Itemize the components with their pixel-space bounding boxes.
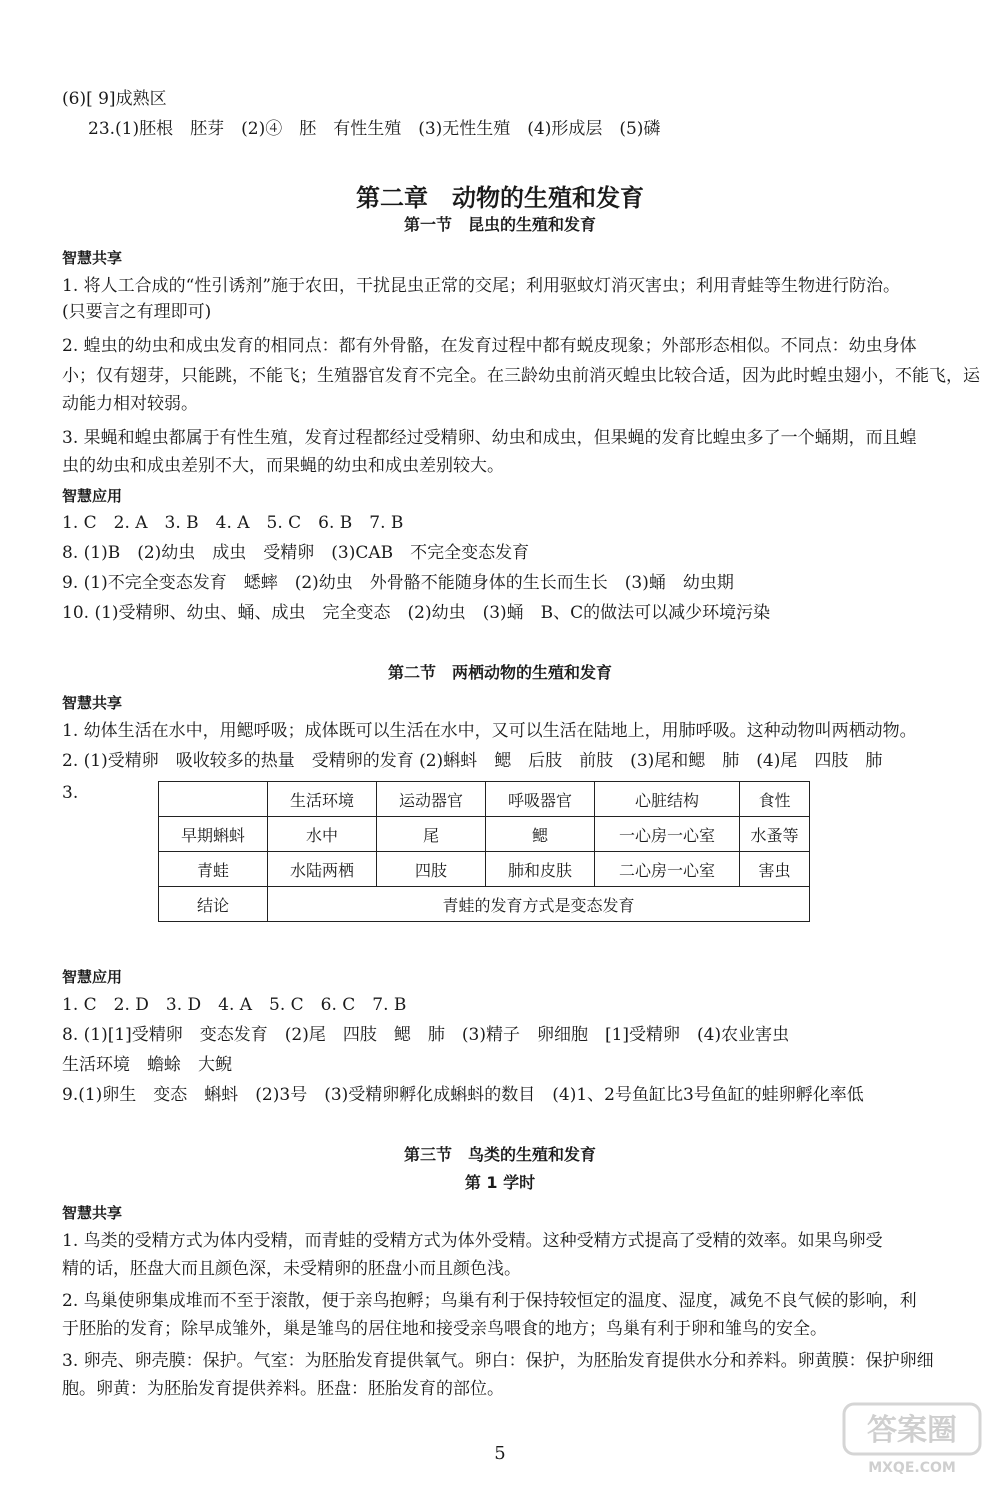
- answer-line: 9.(1)卵生 变态 蝌蚪 (2)3号 (3)受精卵孵化成蝌蚪的数目 (4)1、2号鱼缸比3号鱼缸的蛙卵孵化率低: [62, 1085, 864, 1105]
- apply-label: 智慧应用: [62, 487, 123, 505]
- answer-line: 23.(1)胚根 胚芽 (2)④ 胚 有性生殖 (3)无性生殖 (4)形成层 (5)磷: [88, 119, 661, 139]
- table-row: [159, 852, 810, 887]
- table-cell: 二心房一心室: [595, 852, 740, 887]
- text-line: 1. 鸟类的受精方式为体内受精，而青蛙的受精方式为体外受精。这种受精方式提高了受精的效率。如果鸟卵受: [62, 1231, 883, 1251]
- section-title: 第二节 两栖动物的生殖和发育: [387, 663, 612, 682]
- answer-line: (6)[ 9]成熟区: [62, 89, 167, 109]
- answer-line: 10. (1)受精卵、幼虫、蛹、成虫 完全变态 (2)幼虫 (3)蛹 B、C的做法可以减少环境污染: [62, 603, 771, 623]
- answer-line: 9. (1)不完全变态发育 蟋蟀 (2)幼虫 外骨骼不能随身体的生长而生长 (3)蛹 幼虫期: [62, 573, 734, 593]
- text-line: 2. (1)受精卵 吸收较多的热量 受精卵的发育 (2)蝌蚪 鳃 后肢 前肢 (3)尾和鳃 肺 (4)尾 四肢 肺: [62, 751, 883, 771]
- text-line: 3. 卵壳、卵壳膜：保护。气室：为胚胎发育提供氧气。卵白：保护，为胚胎发育提供水分和养料。卵黄膜：保护卵细: [62, 1351, 934, 1371]
- text-line: (只要言之有理即可): [62, 302, 212, 322]
- table-cell: 水蚤等: [740, 817, 810, 852]
- table-cell: 结论: [159, 887, 268, 922]
- answer-line: 生活环境 蟾蜍 大鲵: [62, 1055, 232, 1075]
- table-cell: 鳃: [486, 817, 595, 852]
- watermark-text: 答案圈: [867, 1413, 957, 1448]
- table-cell: 四肢: [377, 852, 486, 887]
- table-header-row: [159, 782, 810, 817]
- text-line: 1. 幼体生活在水中，用鳃呼吸；成体既可以生活在水中，又可以生活在陆地上，用肺呼吸。这种动物叫两栖动物。: [62, 721, 917, 741]
- text-line: 3. 果蝇和蝗虫都属于有性生殖，发育过程都经过受精卵、幼虫和成虫，但果蝇的发育比蝗虫多了一个蛹期，而且蝗: [62, 428, 917, 448]
- text-line: 2. 鸟巢使卵集成堆而不至于滚散，便于亲鸟抱孵；鸟巢有利于保持较恒定的温度、湿度，减免不良气候的影响，利: [62, 1291, 917, 1311]
- table-cell: 青蛙: [159, 852, 268, 887]
- share-label: 智慧共享: [62, 1204, 123, 1222]
- page-number: 5: [494, 1443, 506, 1464]
- table-cell: 尾: [377, 817, 486, 852]
- text-line: 于胚胎的发育；除早成雏外，巢是雏鸟的居住地和接受亲鸟喂食的地方；鸟巢有利于卵和雏鸟的安全。: [62, 1319, 827, 1339]
- table-cell: 水陆两栖: [268, 852, 377, 887]
- text-line: 胞。卵黄：为胚胎发育提供养料。胚盘：胚胎发育的部位。: [62, 1379, 504, 1399]
- table-header-cell: 心脏结构: [595, 782, 740, 817]
- table-cell: 肺和皮肤: [486, 852, 595, 887]
- table-header-cell: 运动器官: [377, 782, 486, 817]
- table-cell: [159, 782, 268, 817]
- chapter-title: 第二章 动物的生殖和发育: [356, 184, 644, 212]
- apply-label: 智慧应用: [62, 968, 123, 986]
- answer-line: 1. C 2. A 3. B 4. A 5. C 6. B 7. B: [62, 513, 404, 533]
- table-row: [159, 817, 810, 852]
- answer-line: 8. (1)B (2)幼虫 成虫 受精卵 (3)CAB 不完全变态发育: [62, 543, 530, 563]
- share-label: 智慧共享: [62, 249, 123, 267]
- text-line: 3.: [62, 783, 79, 803]
- frog-development-table: [158, 781, 810, 922]
- table-header-cell: 呼吸器官: [486, 782, 595, 817]
- table-cell: 早期蝌蚪: [159, 817, 268, 852]
- section-title: 第三节 鸟类的生殖和发育: [403, 1145, 596, 1164]
- watermark-logo: [842, 1402, 982, 1478]
- table-header-cell: 生活环境: [268, 782, 377, 817]
- text-line: 2. 蝗虫的幼虫和成虫发育的相同点：都有外骨骼，在发育过程中都有蜕皮现象；外部形态相似。不同点：幼虫身体: [62, 336, 917, 356]
- table-cell: 水中: [268, 817, 377, 852]
- section-subtitle: 第 1 学时: [464, 1173, 536, 1192]
- section-title: 第一节 昆虫的生殖和发育: [403, 215, 596, 234]
- text-line: 小；仅有翅芽，只能跳，不能飞；生殖器官发育不完全。在三龄幼虫前消灭蝗虫比较合适，因为此时蝗虫翅小，不能飞，运: [62, 366, 980, 386]
- table-header-cell: 食性: [740, 782, 810, 817]
- text-line: 1. 将人工合成的“性引诱剂”施于农田，干扰昆虫正常的交尾；利用驱蚊灯消灭害虫；利用青蛙等生物进行防治。: [62, 276, 901, 296]
- text-line: 虫的幼虫和成虫差别不大，而果蝇的幼虫和成虫差别较大。: [62, 456, 504, 476]
- text-line: 精的话，胚盘大而且颜色深，未受精卵的胚盘小而且颜色浅。: [62, 1259, 521, 1279]
- share-label: 智慧共享: [62, 694, 123, 712]
- table-cell: 一心房一心室: [595, 817, 740, 852]
- table-conclusion-row: [159, 887, 810, 922]
- watermark-url: MXQE.COM: [868, 1460, 956, 1476]
- answer-line: 1. C 2. D 3. D 4. A 5. C 6. C 7. B: [62, 995, 407, 1015]
- answer-line: 8. (1)[1]受精卵 变态发育 (2)尾 四肢 鳃 肺 (3)精子 卵细胞 [1]受精卵 (4)农业害虫: [62, 1025, 790, 1045]
- conclusion-cell: 青蛙的发育方式是变态发育: [268, 887, 810, 922]
- text-line: 动能力相对较弱。: [62, 394, 198, 414]
- table-cell: 害虫: [740, 852, 810, 887]
